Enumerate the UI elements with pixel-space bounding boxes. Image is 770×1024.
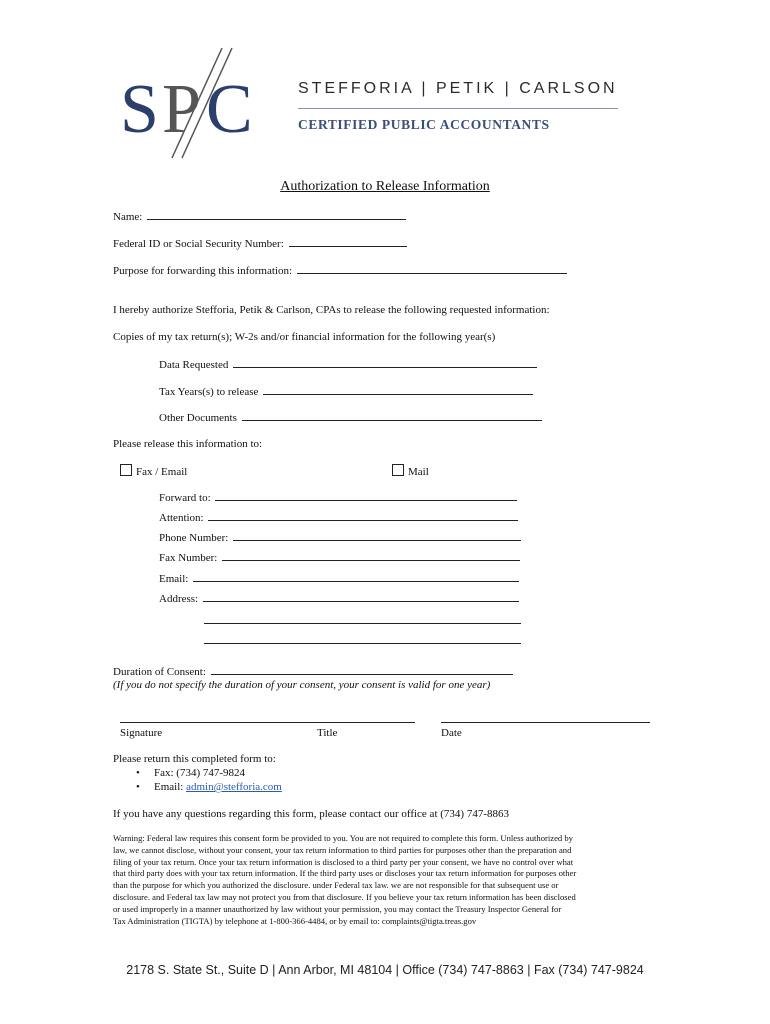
return-email-item xyxy=(136,781,282,793)
federal-id-label: Federal ID or Social Security Number: xyxy=(113,238,284,250)
purpose-input-line[interactable] xyxy=(297,264,567,274)
firm-name: STEFFORIA | PETIK | CARLSON xyxy=(298,80,618,97)
tax-years-label: Tax Years(s) to release xyxy=(159,386,259,398)
email-label: Email: xyxy=(159,573,189,585)
address-input-line-2[interactable] xyxy=(204,623,521,624)
data-requested-row xyxy=(159,358,537,371)
warning-line: Tax Administration (TIGTA) by telephone at 1-800-366-4484, or by email to: complaints@tigta.treas.gov xyxy=(113,915,477,926)
return-fax: Fax: (734) 747-9824 xyxy=(154,767,246,779)
data-requested-label: Data Requested xyxy=(159,359,229,371)
fax-email-option-label: Fax / Email xyxy=(136,466,188,478)
duration-label: Duration of Consent: xyxy=(113,666,206,678)
name-field-row xyxy=(113,210,406,223)
questions-statement: If you have any questions regarding this form, please contact our office at (734) 747-8863 xyxy=(113,808,509,820)
other-documents-row xyxy=(159,411,542,424)
return-email-link[interactable]: admin@stefforia.com xyxy=(186,781,282,793)
attention-input-line[interactable] xyxy=(208,511,518,521)
warning-line: filing of your tax return. Once your tax return information is disclosed to a third party per your consent, we have no control over what xyxy=(113,856,574,867)
spc-monogram-logo xyxy=(112,44,282,162)
mail-option[interactable] xyxy=(392,464,429,478)
bullet-icon: • xyxy=(136,781,140,793)
bullet-icon: • xyxy=(136,767,140,779)
warning-line: law, we cannot disclose, without your consent, your tax return information to third parties for purposes other than the preparation and xyxy=(113,844,572,855)
data-requested-input-line[interactable] xyxy=(233,358,537,368)
company-logo xyxy=(112,44,632,162)
warning-line: Warning: Federal law requires this consent form be provided to you. You are not required to complete this form. Unless authorized by xyxy=(113,833,573,843)
warning-line: disclosure. and Federal tax law may not protect you from that disclosure. If you believe your tax return information has been disclosed xyxy=(113,891,576,902)
duration-input-line[interactable] xyxy=(211,665,513,675)
address-input-line-3[interactable] xyxy=(204,643,521,644)
return-heading: Please return this completed form to: xyxy=(113,753,276,765)
fax-email-option[interactable] xyxy=(120,464,187,478)
warning-line: or used improperly in a manner unauthorized by law without your permission, you may contact the Treasury Inspector General for xyxy=(113,903,562,914)
title-label: Title xyxy=(317,727,338,739)
warning-paragraph xyxy=(113,833,576,927)
warning-line: than the purpose for which you authorized the disclosure. under Federal tax law. we are not responsible for that subsequent use or xyxy=(113,880,559,891)
federal-id-row xyxy=(113,237,407,250)
footer-address: 2178 S. State St., Suite D | Ann Arbor, MI 48104 | Office (734) 747-8863 | Fax (734) 747-9824 xyxy=(126,963,644,977)
address-input-line-1[interactable] xyxy=(203,592,519,602)
fax-number-input-line[interactable] xyxy=(222,551,520,561)
forward-to-label: Forward to: xyxy=(159,492,211,504)
return-fax-item xyxy=(136,767,245,779)
name-input-line[interactable] xyxy=(147,210,406,220)
authorize-statement: I hereby authorize Stefforia, Petik & Carlson, CPAs to release the following requested information: xyxy=(113,304,550,316)
email-input-line[interactable] xyxy=(193,572,519,582)
attention-label: Attention: xyxy=(159,512,204,524)
purpose-row xyxy=(113,264,567,277)
address-row xyxy=(159,592,519,605)
forward-to-row xyxy=(159,491,517,504)
svg-text:C: C xyxy=(206,71,253,148)
fax-number-row xyxy=(159,551,520,564)
phone-number-input-line[interactable] xyxy=(233,531,521,541)
address-label: Address: xyxy=(159,593,199,605)
federal-id-input-line[interactable] xyxy=(289,237,407,247)
firm-subtitle: CERTIFIED PUBLIC ACCOUNTANTS xyxy=(298,117,550,132)
other-documents-label: Other Documents xyxy=(159,412,237,424)
fax-number-label: Fax Number: xyxy=(159,552,218,564)
duration-note: (If you do not specify the duration of your consent, your consent is valid for one year) xyxy=(113,679,491,691)
date-line[interactable] xyxy=(441,722,650,723)
date-label: Date xyxy=(441,727,462,739)
tax-years-row xyxy=(159,385,533,398)
duration-row xyxy=(113,665,513,678)
mail-option-label: Mail xyxy=(408,466,429,478)
release-to-label: Please release this information to: xyxy=(113,438,263,450)
forward-to-input-line[interactable] xyxy=(215,491,517,501)
phone-number-row xyxy=(159,531,521,544)
signature-title-line[interactable] xyxy=(120,722,415,723)
attention-row xyxy=(159,511,518,524)
other-documents-input-line[interactable] xyxy=(242,411,542,421)
fax-email-checkbox[interactable] xyxy=(120,464,132,476)
return-email-prefix: Email: xyxy=(154,781,187,793)
header-divider xyxy=(298,108,618,109)
name-label: Name: xyxy=(113,211,143,223)
warning-line: that third party does with your tax return information. If the third party uses or discloses your tax return information for purposes other xyxy=(113,868,577,879)
mail-checkbox[interactable] xyxy=(392,464,404,476)
form-title: Authorization to Release Information xyxy=(280,179,490,194)
svg-text:P: P xyxy=(162,71,201,148)
purpose-label: Purpose for forwarding this information: xyxy=(113,265,293,277)
tax-years-input-line[interactable] xyxy=(263,385,533,395)
phone-number-label: Phone Number: xyxy=(159,532,229,544)
copies-statement: Copies of my tax return(s); W-2s and/or financial information for the following year(s) xyxy=(113,331,496,343)
email-row xyxy=(159,572,519,585)
signature-label: Signature xyxy=(120,727,163,739)
svg-text:S: S xyxy=(120,71,159,148)
